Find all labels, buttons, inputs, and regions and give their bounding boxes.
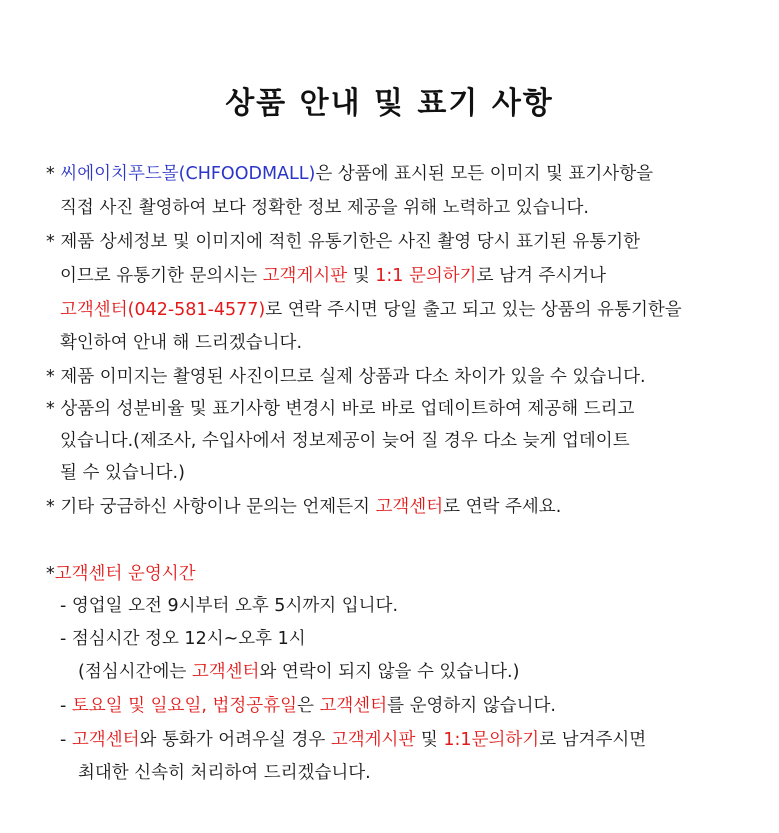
notice-text: (점심시간에는 [78,662,192,682]
notice-text: 은 [297,696,320,716]
hours-item4-line2: 최대한 신속히 처리하여 드리겠습니다. [78,763,371,783]
notice-p5-line1 [46,496,561,518]
customer-center-link[interactable]: 고객센터 [71,730,140,750]
page-title: 상품 안내 및 표기 사항 [225,86,554,121]
notice-p4-line3: 될 수 있습니다.) [60,463,185,483]
notice-text: 와 연락이 되지 않을 수 있습니다.) [259,662,520,682]
bullet: * [46,399,55,419]
notice-p2-line3 [60,299,682,321]
notice-p1-line2: 직접 사진 촬영하여 보다 정확한 정보 제공을 위해 노력하고 있습니다. [60,198,589,218]
notice-text: 로 연락 주시면 당일 출고 되고 있는 상품의 유통기한을 [265,300,682,320]
dash: - [60,730,72,750]
notice-p4-line1 [46,398,634,420]
bullet: * [46,564,55,584]
notice-text: 및 [415,730,444,750]
bullet: * [46,367,55,387]
hours-item1: - 영업일 오전 9시부터 오후 5시까지 입니다. [60,596,399,616]
bullet: * [46,232,55,252]
notice-text: 제품 이미지는 촬영된 사진이므로 실제 상품과 다소 차이가 있을 수 있습니다. [60,367,646,387]
notice-p2-line2 [60,265,606,287]
customer-board-link[interactable]: 고객게시판 [262,266,348,286]
hours-heading [46,563,196,585]
notice-text: 및 [347,266,376,286]
notice-text: 제품 상세정보 및 이미지에 적힌 유통기한은 사진 촬영 당시 표기된 유통기한 [60,232,641,252]
notice-text: 은 상품에 표시된 모든 이미지 및 표기사항을 [315,164,654,184]
notice-p1-line1 [46,163,653,185]
dash: - [60,696,72,716]
qna-link[interactable]: 1:1 문의하기 [375,266,477,286]
hours-heading-text: 고객센터 운영시간 [54,564,196,584]
notice-p3-line1 [46,366,646,388]
customer-board-link[interactable]: 고객게시판 [330,730,416,750]
bullet: * [46,497,55,517]
bullet: * [46,164,55,184]
notice-text: 상품의 성분비율 및 표기사항 변경시 바로 바로 업데이트하여 제공해 드리고 [60,399,635,419]
notice-p2-line4: 확인하여 안내 해 드리겠습니다. [60,333,303,353]
customer-center-phone: 고객센터(042-581-4577) [60,300,266,320]
qna-link[interactable]: 1:1문의하기 [443,730,540,750]
notice-text: 이므로 유통기한 문의시는 [60,266,263,286]
notice-p2-line1 [46,231,640,253]
brand-name: 씨에이치푸드몰(CHFOODMALL) [60,164,316,184]
notice-text: 로 연락 주세요. [443,497,562,517]
notice-p4-line2: 있습니다.(제조사, 수입사에서 정보제공이 늦어 질 경우 다소 늦게 업데이트 [60,431,630,451]
hours-item4 [60,729,646,751]
notice-text: 를 운영하지 않습니다. [387,696,556,716]
notice-text: 로 남겨 주시거나 [476,266,607,286]
hours-item2-sub [78,661,519,683]
holiday-notice: 토요일 및 일요일, 법정공휴일 [71,696,298,716]
notice-text: 와 통화가 어려우실 경우 [139,730,331,750]
hours-item2: - 점심시간 정오 12시~오후 1시 [60,629,306,649]
notice-text: 로 남겨주시면 [539,730,647,750]
customer-center-link[interactable]: 고객센터 [319,696,388,716]
notice-text: 기타 궁금하신 사항이나 문의는 언제든지 [60,497,376,517]
customer-center-link[interactable]: 고객센터 [191,662,260,682]
hours-item3 [60,695,556,717]
customer-center-link[interactable]: 고객센터 [375,497,444,517]
